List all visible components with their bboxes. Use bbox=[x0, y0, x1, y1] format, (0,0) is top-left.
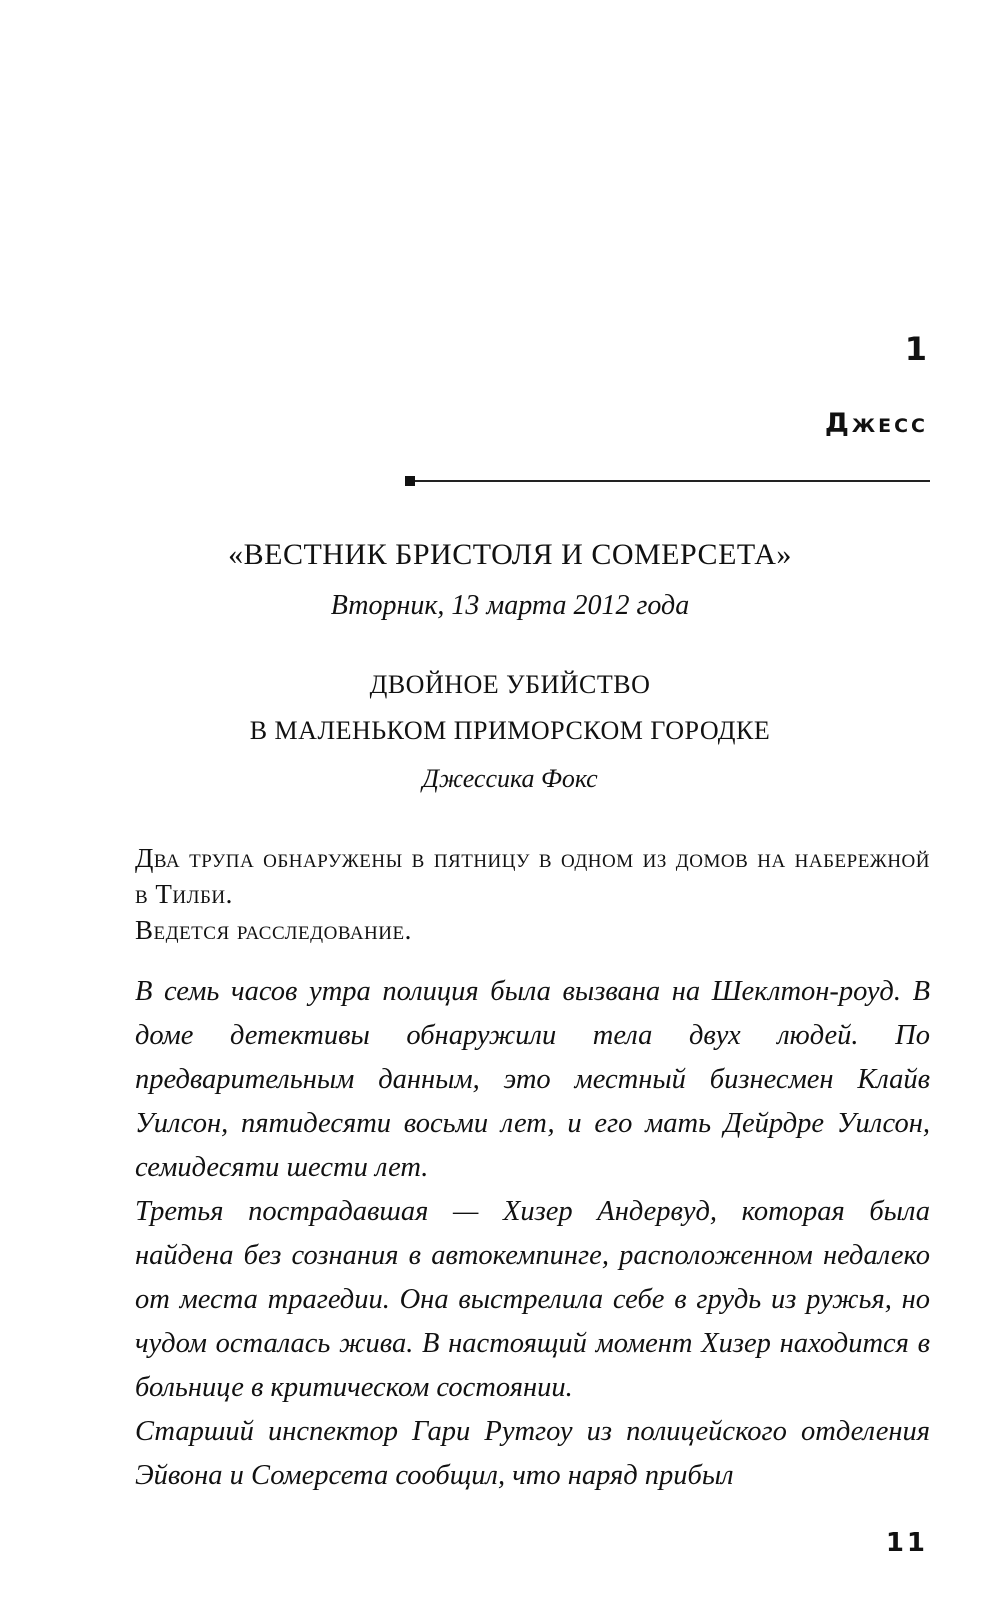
page-number: 11 bbox=[885, 1528, 928, 1558]
article-lead bbox=[135, 840, 930, 948]
chapter-title: Джесс bbox=[824, 408, 928, 439]
chapter-rule bbox=[408, 480, 930, 482]
body-paragraph: Третья пострадавшая — Хизер Андервуд, которая была найдена без сознания в автокемпинге, расположенном недалеко от места трагедии. Она выстрелила себе в грудь из ружья, но чудом осталась жива. В настоящий момент Хизер находится в больнице в критическом состоянии. bbox=[135, 1196, 930, 1403]
headline-line-2: В МАЛЕНЬКОМ ПРИМОРСКОМ ГОРОДКЕ bbox=[249, 716, 771, 745]
article-author: Джессика Фокс bbox=[422, 764, 598, 793]
article-body bbox=[135, 970, 930, 1498]
body-paragraph: В семь часов утра полиция была вызвана на Шеклтон-роуд. В доме детективы обнаружили тела двух людей. По предварительным данным, это местный бизнесмен Клайв Уилсон, пятидесяти восьми лет, и его мать Дейрдре Уилсон, семидесяти шести лет. bbox=[135, 976, 930, 1183]
chapter-number: 1 bbox=[904, 330, 928, 368]
chapter-rule-dot bbox=[405, 476, 415, 486]
lead-line: Ведется расследование. bbox=[135, 915, 412, 945]
issue-date: Вторник, 13 марта 2012 года bbox=[330, 590, 690, 621]
lead-line: Два трупа обнаружены в пятницу в одном из домов на набережной в Тилби. bbox=[135, 843, 930, 909]
body-paragraph: Старший инспектор Гари Рутгоу из полицейского отделения Эйвона и Сомерсета сообщил, что наряд прибыл bbox=[135, 1416, 930, 1491]
newspaper-name: «ВЕСТНИК БРИСТОЛЯ И СОМЕРСЕТА» bbox=[228, 538, 792, 571]
headline-line-1: ДВОЙНОЕ УБИЙСТВО bbox=[369, 670, 651, 699]
